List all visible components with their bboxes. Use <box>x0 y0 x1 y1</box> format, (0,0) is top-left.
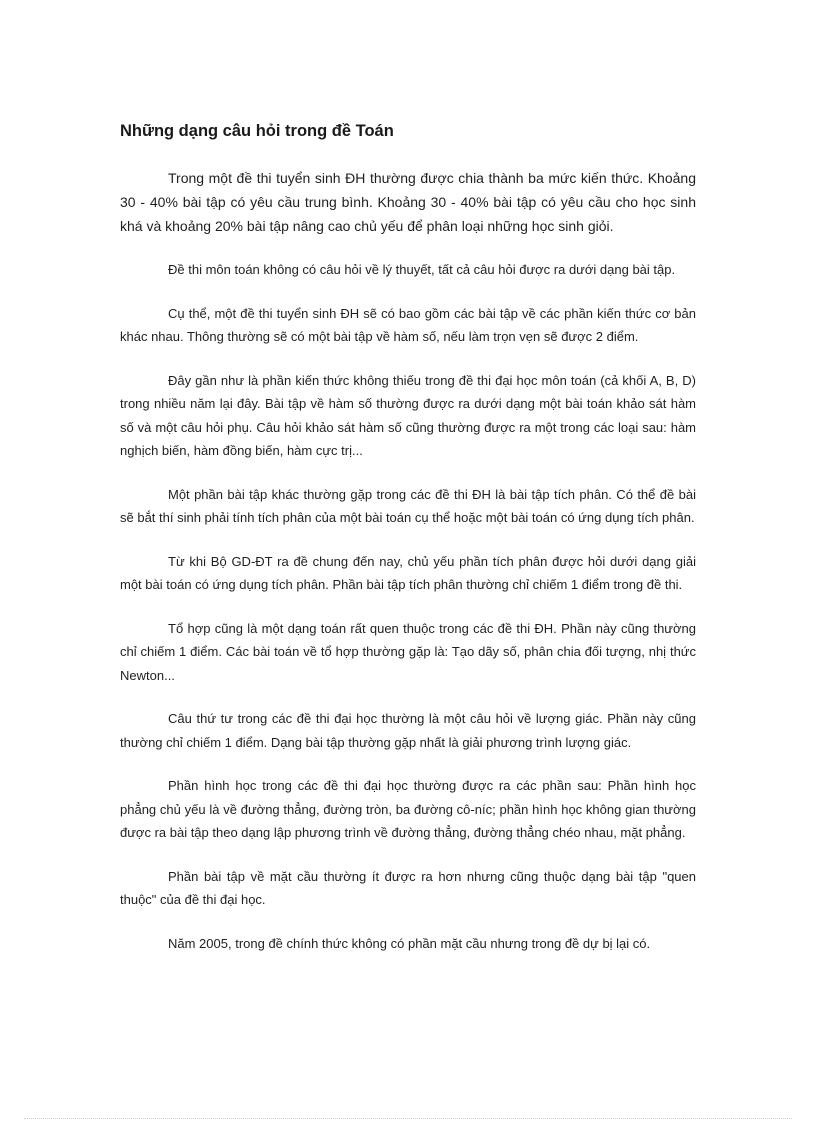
page-bottom-divider <box>24 1118 792 1119</box>
document-body <box>120 166 696 955</box>
paragraph-no-theory: Đề thi môn toán không có câu hỏi về lý thuyết, tất cả câu hỏi được ra dưới dạng bài tập. <box>168 262 676 277</box>
paragraph-combinatorics: Tổ hợp cũng là một dạng toán rất quen thuộc trong các đề thi ĐH. Phần này cũng thường chỉ chiếm 1 điểm. Các bài toán về tổ hợp thường gặp là: Tạo dãy số, phân chia đối tượng, nhị thức Newton... <box>120 620 696 683</box>
paragraph-integral: Một phần bài tập khác thường gặp trong các đề thi ĐH là bài tập tích phân. Có thể đề bài sẽ bắt thí sinh phải tính tích phân của một bài toán cụ thể hoặc một bài toán có ứng dụng tích phân. <box>120 486 696 525</box>
paragraph-function-exercise: Cụ thể, một đề thi tuyển sinh ĐH sẽ có bao gồm các bài tập về các phần kiến thức cơ bản khác nhau. Thông thường sẽ có một bài tập về hàm số, nếu làm trọn vẹn sẽ được 2 điểm. <box>120 305 696 344</box>
paragraph-integral-application: Từ khi Bộ GD-ĐT ra đề chung đến nay, chủ yếu phần tích phân được hỏi dưới dạng giải một bài toán có ứng dụng tích phân. Phần bài tập tích phân thường chỉ chiếm 1 điểm trong đề thi. <box>120 553 696 592</box>
document-title: Những dạng câu hỏi trong đề Toán <box>120 122 394 140</box>
paragraph-trigonometry: Câu thứ tư trong các đề thi đại học thường là một câu hỏi về lượng giác. Phần này cũng thường chỉ chiếm 1 điểm. Dạng bài tập thường gặp nhất là giải phương trình lượng giác. <box>120 711 696 750</box>
paragraph-sphere: Phần bài tập về mặt cầu thường ít được ra hơn nhưng cũng thuộc dạng bài tập "quen thuộc" của đề thi đại học. <box>120 868 696 907</box>
paragraph-function-survey: Đây gần như là phần kiến thức không thiếu trong đề thi đại học môn toán (cả khối A, B, D) trong nhiều năm lại đây. Bài tập về hàm số thường được ra dưới dạng một bài toán khảo sát hàm số và một câu hỏi phụ. Câu hỏi khảo sát hàm số cũng thường được ra một trong các loại sau: hàm nghịch biến, hàm đồng biến, hàm cực trị... <box>120 372 696 458</box>
paragraph-intro: Trong một đề thi tuyển sinh ĐH thường được chia thành ba mức kiến thức. Khoảng 30 - 40% bài tập có yêu cầu trung bình. Khoảng 30 - 40% bài tập có yêu cầu cho học sinh khá và khoảng 20% bài tập nâng cao chủ yếu để phân loại những học sinh giỏi. <box>120 170 696 234</box>
paragraph-geometry: Phần hình học trong các đề thi đại học thường được ra các phần sau: Phần hình học phẳng chủ yếu là về đường thẳng, đường tròn, ba đường cô-níc; phần hình học không gian thường được ra bài tập theo dạng lập phương trình về đường thẳng, đường thẳng chéo nhau, mặt phẳng. <box>120 778 696 840</box>
paragraph-2005: Năm 2005, trong đề chính thức không có phần mặt cầu nhưng trong đề dự bị lại có. <box>168 935 651 951</box>
